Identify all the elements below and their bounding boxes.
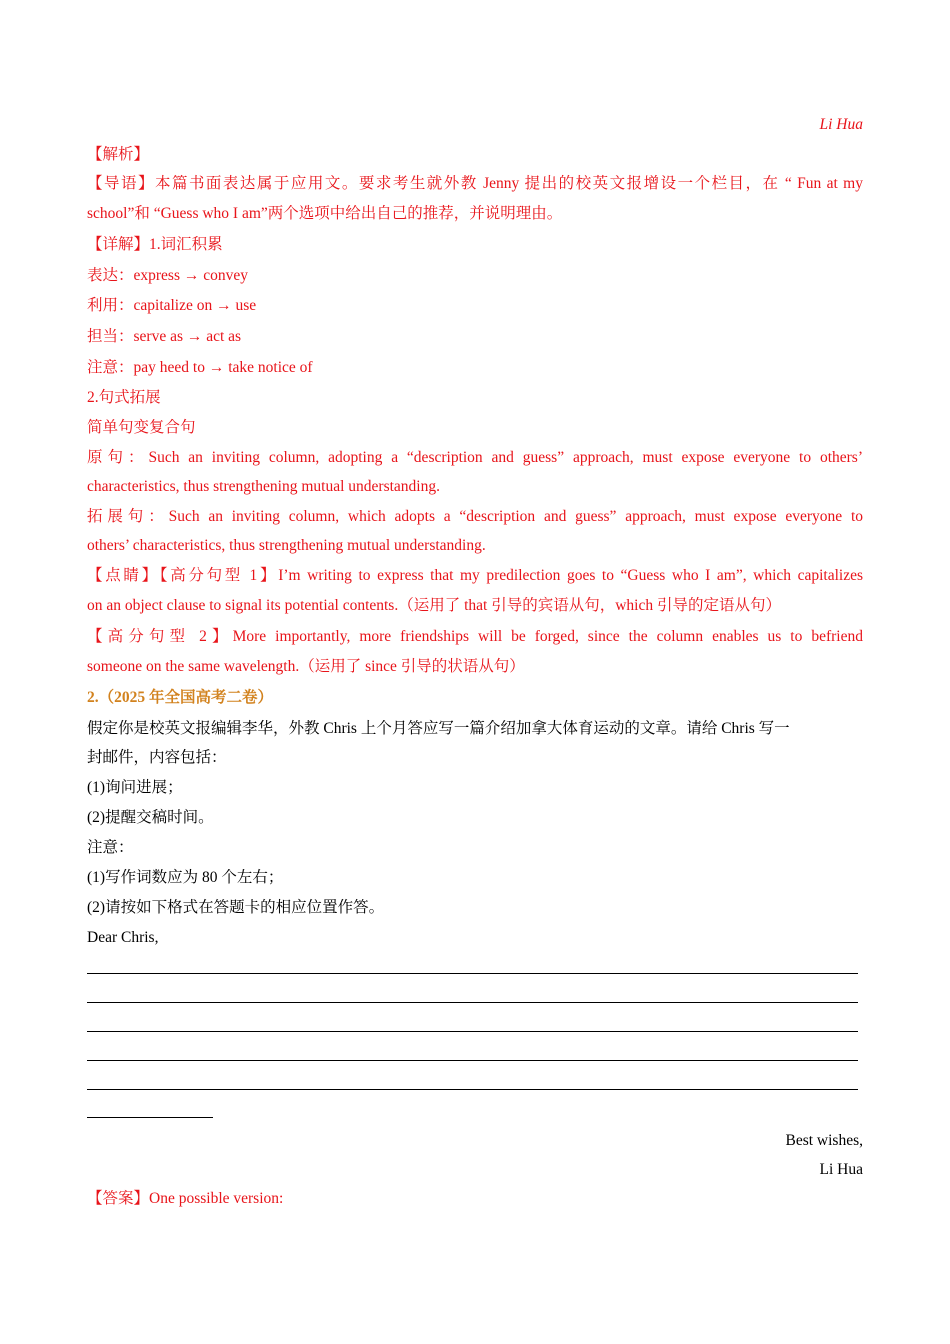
highlight2-line-2: someone on the same wavelength.（运用了 since 引导的状语从句） — [87, 658, 525, 675]
vocab-item: 利用：capitalize on → use — [87, 297, 257, 314]
vocab-item: 担当：serve as → act as — [87, 328, 242, 345]
expanded-sentence-line-2: others’ characteristics, thus strengthening mutual understanding. — [87, 537, 486, 554]
prompt-line-2: 封邮件，内容包括： — [87, 749, 227, 766]
highlight2-line-1: 【高分句型 2】More importantly, more friendships will be forged, since the column enables us to befriend — [87, 628, 863, 645]
original-sentence-line-2: characteristics, thus strengthening mutual understanding. — [87, 478, 440, 495]
expanded-sentence-line-1: 拓展句：Such an inviting column, which adopts a “description and guess” approach, must expose everyone to — [87, 508, 863, 525]
highlight1-line-1: 【点睛】【高分句型 1】I’m writing to express that my predilection goes to “Guess who I am”, which capitalizes — [87, 567, 863, 584]
top-signature: Li Hua — [819, 116, 863, 133]
detail-header: 【详解】1.词汇积累 — [87, 236, 223, 253]
email-signature: Li Hua — [819, 1161, 863, 1178]
analysis-header: 【解析】 — [87, 146, 150, 163]
sentence-header: 2.句式拓展 — [87, 389, 161, 406]
sentence-subheader: 简单句变复合句 — [87, 419, 196, 436]
vocab-item: 表达：express → convey — [87, 267, 248, 284]
intro-line-2: school”和 “Guess who I am”两个选项中给出自己的推荐，并说明理由。 — [87, 205, 563, 222]
writing-line — [87, 1002, 858, 1003]
writing-line — [87, 1060, 858, 1061]
answer-header: 【答案】One possible version: — [87, 1190, 284, 1207]
writing-line — [87, 1031, 858, 1032]
intro-line-1: 【导语】本篇书面表达属于应用文。要求考生就外教 Jenny 提出的校英文报增设一个栏目，在 “ Fun at my — [87, 175, 863, 192]
writing-line — [87, 973, 858, 974]
prompt-item: (2)提醒交稿时间。 — [87, 809, 214, 826]
writing-line — [87, 1089, 858, 1090]
note-item: (2)请按如下格式在答题卡的相应位置作答。 — [87, 899, 385, 916]
prompt-item: (1)询问进展； — [87, 779, 183, 796]
email-greeting: Dear Chris, — [87, 929, 159, 946]
highlight1-line-2: on an object clause to signal its potential contents.（运用了 that 引导的宾语从句，which 引导的定语从句） — [87, 597, 781, 614]
question-title: 2.（2025 年全国高考二卷） — [87, 689, 274, 706]
vocab-item: 注意：pay heed to → take notice of — [87, 359, 313, 376]
prompt-line-1: 假定你是校英文报编辑李华，外教 Chris 上个月答应写一篇介绍加拿大体育运动的文章。请给 Chris 写一 — [87, 720, 790, 737]
email-closing: Best wishes, — [785, 1132, 863, 1149]
note-item: (1)写作词数应为 80 个左右； — [87, 869, 284, 886]
writing-line — [87, 1117, 213, 1118]
original-sentence-line-1: 原句：Such an inviting column, adopting a “description and guess” approach, must expose everyone to others’ — [87, 449, 863, 466]
note-header: 注意： — [87, 839, 134, 856]
